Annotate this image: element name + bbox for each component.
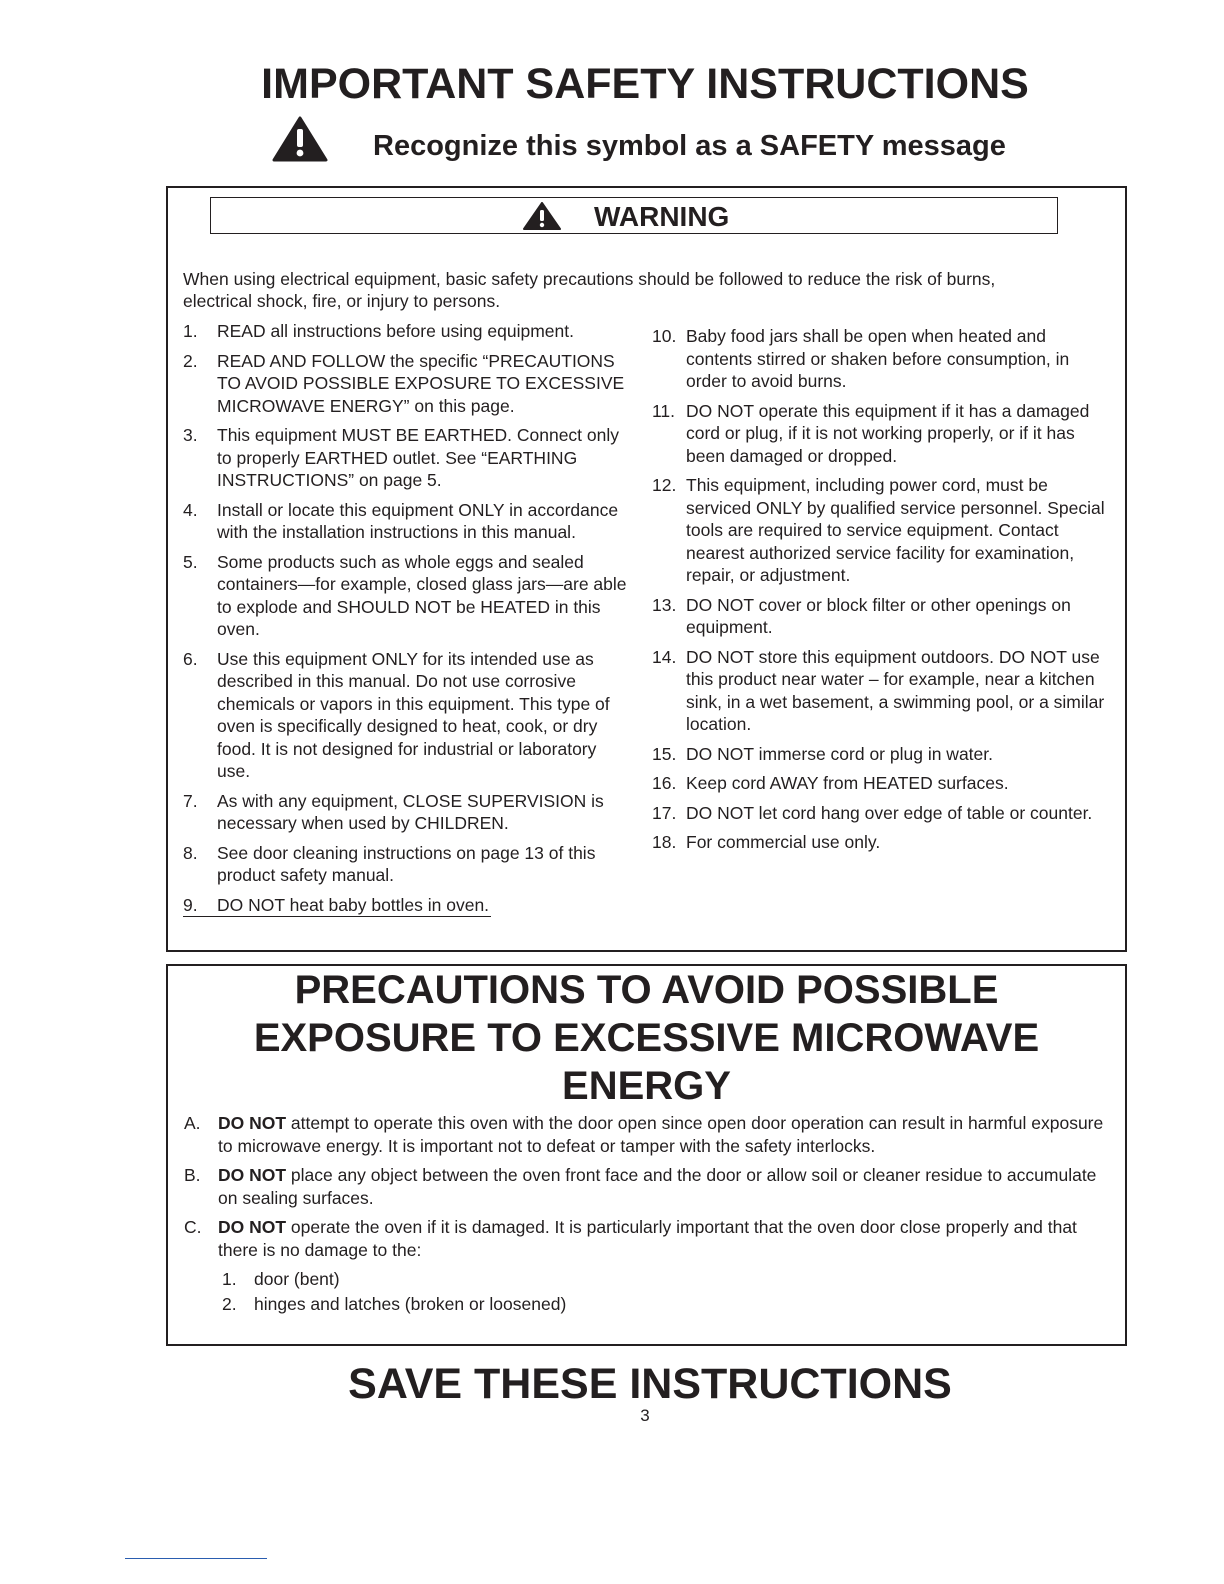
damage-sub-list	[218, 1268, 1104, 1316]
save-instructions-title: SAVE THESE INSTRUCTIONS	[348, 1360, 952, 1408]
list-item	[652, 646, 1112, 736]
item-number: 16.	[652, 773, 677, 793]
page-number: 3	[640, 1406, 650, 1425]
item-number: 13.	[652, 594, 677, 615]
item-number: 17.	[652, 802, 677, 823]
item-number: 1.	[183, 321, 198, 341]
precautions-title-line: ENERGY	[562, 1064, 731, 1108]
list-item	[183, 551, 628, 641]
sub-list-item	[218, 1268, 1104, 1291]
item-number: 4.	[183, 499, 198, 520]
warning-triangle-icon	[272, 116, 328, 162]
list-item	[183, 424, 628, 492]
list-item	[184, 1216, 1104, 1316]
item-text: See door cleaning instructions on page 13 of this product safety manual.	[217, 842, 596, 885]
item-number: 5.	[183, 551, 198, 572]
warning-label: WARNING	[594, 201, 730, 232]
item-number: 3.	[183, 425, 198, 445]
precautions-title	[168, 966, 1125, 1110]
item-text: DO NOT immerse cord or plug in water.	[686, 743, 993, 764]
warning-intro-line: When using electrical equipment, basic safety precautions should be followed to reduce the risk of burns,	[183, 269, 996, 289]
list-item	[183, 350, 628, 418]
item-letter: C.	[184, 1217, 202, 1237]
warning-triangle-icon	[522, 202, 562, 230]
item-number: 1.	[222, 1269, 237, 1289]
list-item	[652, 831, 1112, 854]
item-text: Use this equipment ONLY for its intended use as described in this manual. Do not use corrosive chemicals or vapors in this equipment. This type of oven is specifically designed to heat, cook, or dry food. It is not designed for industrial or laboratory use.	[217, 648, 610, 781]
item-text: For commercial use only.	[686, 832, 881, 852]
page-title: IMPORTANT SAFETY INSTRUCTIONS	[261, 60, 1029, 108]
list-item	[652, 743, 1112, 766]
list-item	[183, 790, 628, 835]
item-letter: A.	[184, 1113, 201, 1133]
item-number: 2.	[183, 350, 198, 371]
list-item	[183, 499, 628, 544]
item-number: 10.	[652, 326, 677, 346]
warning-list-right	[652, 325, 1112, 861]
item-text: Keep cord AWAY from HEATED surfaces.	[686, 773, 1009, 793]
item-emphasis: DO NOT	[218, 1217, 287, 1237]
warning-header	[210, 197, 1058, 234]
list-item	[183, 320, 628, 343]
item-text: door (bent)	[254, 1269, 340, 1289]
item-text: This equipment, including power cord, must be serviced ONLY by qualified service personnel. Special tools are required to service equipment. Contact nearest authorized service facility for examination, repair, or adjustment.	[686, 475, 1105, 585]
item-number: 7.	[183, 790, 198, 811]
item-text: This equipment MUST BE EARTHED. Connect only to properly EARTHED outlet. See “EARTHING INSTRUCTIONS” on page 5.	[217, 425, 620, 490]
precautions-box	[166, 964, 1127, 1346]
warning-intro	[183, 268, 1083, 312]
list-item	[652, 474, 1112, 587]
item-number: 8.	[183, 842, 198, 863]
item-number: 12.	[652, 475, 677, 495]
item-number: 15.	[652, 743, 677, 764]
list-item	[652, 594, 1112, 639]
footer-divider	[125, 1558, 267, 1559]
precautions-title-line: EXPOSURE TO EXCESSIVE MICROWAVE	[253, 1016, 1040, 1060]
item-text: place any object between the oven front face and the door or allow soil or cleaner residue to accumulate on sealing surfaces.	[218, 1165, 1097, 1208]
list-item	[652, 802, 1112, 825]
list-item	[184, 1164, 1104, 1210]
item-text: DO NOT heat baby bottles in oven.	[217, 894, 490, 915]
safety-symbol-row	[272, 116, 1072, 162]
warning-intro-line: electrical shock, fire, or injury to persons.	[183, 291, 501, 311]
warning-list-left	[183, 320, 628, 917]
item-text: DO NOT operate this equipment if it has a damaged cord or plug, if it is not working properly, or if it has been damaged or dropped.	[686, 400, 1090, 466]
item-text: operate the oven if it is damaged. It is particularly important that the oven door close properly and that there is no damage to the:	[218, 1217, 1077, 1260]
list-item	[183, 842, 628, 887]
item-text: Install or locate this equipment ONLY in accordance with the installation instructions in this manual.	[217, 499, 619, 542]
item-text: DO NOT let cord hang over edge of table or counter.	[686, 802, 1093, 823]
safety-symbol-text: Recognize this symbol as a SAFETY message	[373, 130, 1006, 162]
item-text: READ all instructions before using equipment.	[217, 321, 574, 341]
item-number: 9.	[183, 894, 198, 915]
precautions-title-line: PRECAUTIONS TO AVOID POSSIBLE	[294, 968, 999, 1012]
item-number: 14.	[652, 646, 677, 667]
sub-list-item	[218, 1293, 1104, 1316]
list-item	[183, 648, 628, 783]
item-text: DO NOT store this equipment outdoors. DO NOT use this product near water – for example, near a kitchen sink, in a wet basement, a swimming pool, or a similar location.	[686, 646, 1105, 734]
item-text: As with any equipment, CLOSE SUPERVISION is necessary when used by CHILDREN.	[217, 790, 604, 833]
item-emphasis: DO NOT	[218, 1165, 287, 1185]
list-item	[184, 1112, 1104, 1158]
warning-box	[166, 186, 1127, 952]
item-text: READ AND FOLLOW the specific “PRECAUTIONS TO AVOID POSSIBLE EXPOSURE TO EXCESSIVE MICROWAVE ENERGY” on this page.	[217, 350, 625, 416]
item-letter: B.	[184, 1165, 201, 1185]
item-text: Some products such as whole eggs and sealed containers—for example, closed glass jars—are able to explode and SHOULD NOT be HEATED in this oven.	[217, 551, 627, 639]
item-number: 18.	[652, 832, 677, 852]
item-emphasis: DO NOT	[218, 1113, 287, 1133]
item-number: 11.	[652, 400, 676, 421]
item-text: Baby food jars shall be open when heated and contents stirred or shaken before consumption, in order to avoid burns.	[686, 326, 1070, 391]
item-text: attempt to operate this oven with the door open since open door operation can result in harmful exposure to microwave energy. It is important not to defeat or tamper with the safety interlocks.	[218, 1113, 1104, 1156]
list-item	[652, 400, 1112, 468]
list-item	[183, 894, 491, 918]
item-number: 2.	[222, 1294, 237, 1314]
list-item	[652, 772, 1112, 795]
precautions-list	[184, 1112, 1104, 1322]
item-number: 6.	[183, 648, 198, 669]
list-item	[652, 325, 1112, 393]
item-text: hinges and latches (broken or loosened)	[254, 1294, 567, 1314]
item-text: DO NOT cover or block filter or other openings on equipment.	[686, 594, 1071, 637]
